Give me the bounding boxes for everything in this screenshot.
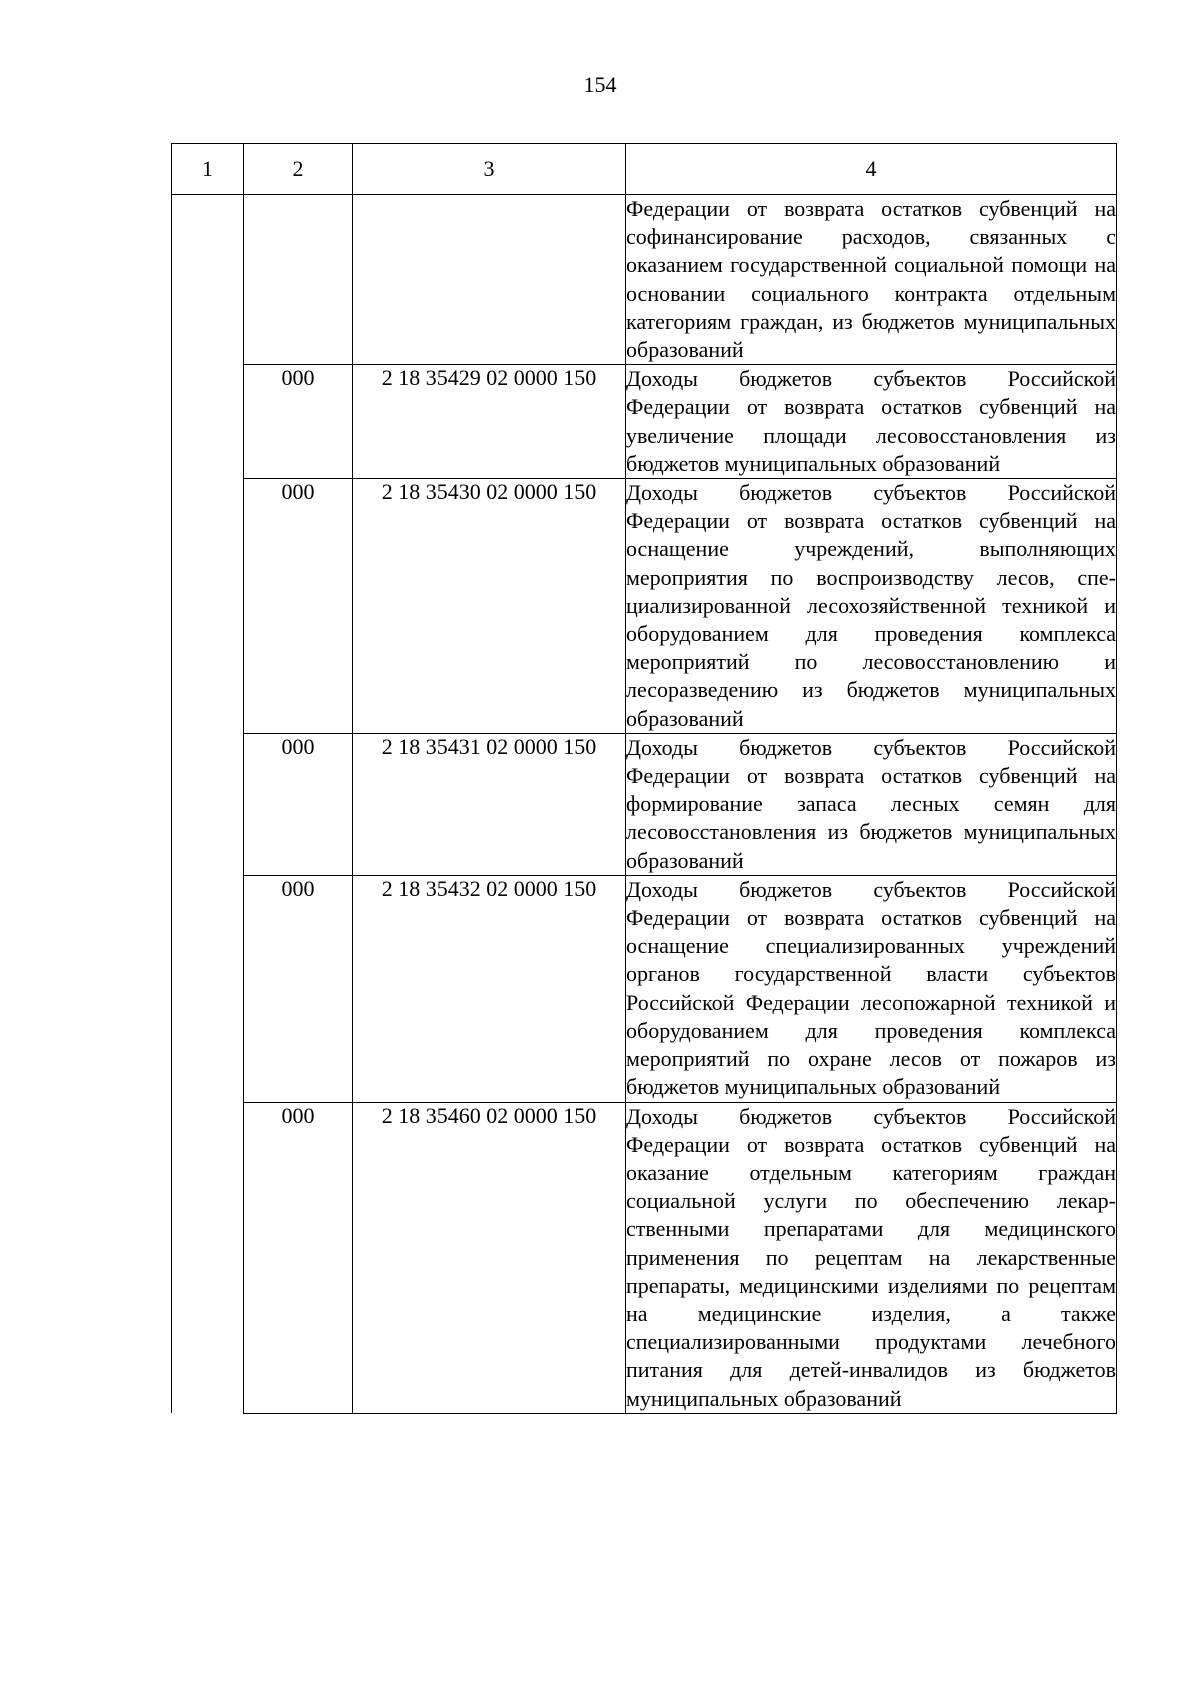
admin-code-cell: 000 xyxy=(244,875,353,1102)
description-cell: Доходы бюджетов субъектов Российской Федерации от возврата остатков субвенций на оснащение учреждений, выполняющих мероприятия по воспроизводству лесов, специализированной лесохозяйственной техникой и оборудованием для проведения комплекса мероприятий по лесовосстановлению и лесоразведению из бюджетов муниципальных образований xyxy=(626,479,1117,734)
table-row xyxy=(172,479,1117,734)
description-cell: Доходы бюджетов субъектов Российской Федерации от возврата остатков субвенций на формирование запаса лесных семян для лесовосстановления из бюджетов муниципальных образований xyxy=(626,733,1117,875)
description-cell: Федерации от возврата остатков субвенций на софинансирование расходов, связанных с оказанием государственной социальной помощи на основании социального контракта отдельным категориям граждан, из бюджетов муниципальных образований xyxy=(626,195,1117,365)
table-row xyxy=(172,1102,1117,1413)
admin-code-cell: 000 xyxy=(244,1102,353,1413)
description-cell: Доходы бюджетов субъектов Российской Федерации от возврата остатков субвенций на оснащение специализированных учреждений органов государственной власти субъектов Российской Федерации лесопожарной техникой и оборудованием для проведения комплекса мероприятий по охране лесов от пожаров из бюджетов муниципальных образований xyxy=(626,875,1117,1102)
column-header-2: 2 xyxy=(244,144,353,195)
table-row xyxy=(172,875,1117,1102)
column-header-4: 4 xyxy=(626,144,1117,195)
kbk-code-cell: 2 18 35432 02 0000 150 xyxy=(353,875,626,1102)
kbk-code-cell xyxy=(353,195,626,365)
column-1-cell xyxy=(172,195,244,1414)
table-row xyxy=(172,365,1117,479)
budget-codes-table xyxy=(171,143,1117,1414)
description-cell: Доходы бюджетов субъектов Российской Федерации от возврата остатков субвенций на оказание отдельным категориям граждан социальной услуги по обеспечению лекарственными препаратами для медицинского применения по рецептам на лекарственные препараты, медицинскими изделиями по рецептам на медицинские изделия, а также специализированными продуктами лечебного питания для детей-инвалидов из бюджетов муниципальных образований xyxy=(626,1102,1117,1413)
description-cell: Доходы бюджетов субъектов Российской Федерации от возврата остатков субвенций на увеличение площади лесовосстановления из бюджетов муниципальных образований xyxy=(626,365,1117,479)
kbk-code-cell: 2 18 35460 02 0000 150 xyxy=(353,1102,626,1413)
page-number: 154 xyxy=(583,72,617,97)
kbk-code-cell: 2 18 35431 02 0000 150 xyxy=(353,733,626,875)
table-header-row xyxy=(172,144,1117,195)
table-row xyxy=(172,733,1117,875)
column-header-1: 1 xyxy=(172,144,244,195)
admin-code-cell xyxy=(244,195,353,365)
admin-code-cell: 000 xyxy=(244,365,353,479)
kbk-code-cell: 2 18 35430 02 0000 150 xyxy=(353,479,626,734)
kbk-code-cell: 2 18 35429 02 0000 150 xyxy=(353,365,626,479)
column-header-3: 3 xyxy=(353,144,626,195)
admin-code-cell: 000 xyxy=(244,733,353,875)
table-row xyxy=(172,195,1117,365)
admin-code-cell: 000 xyxy=(244,479,353,734)
